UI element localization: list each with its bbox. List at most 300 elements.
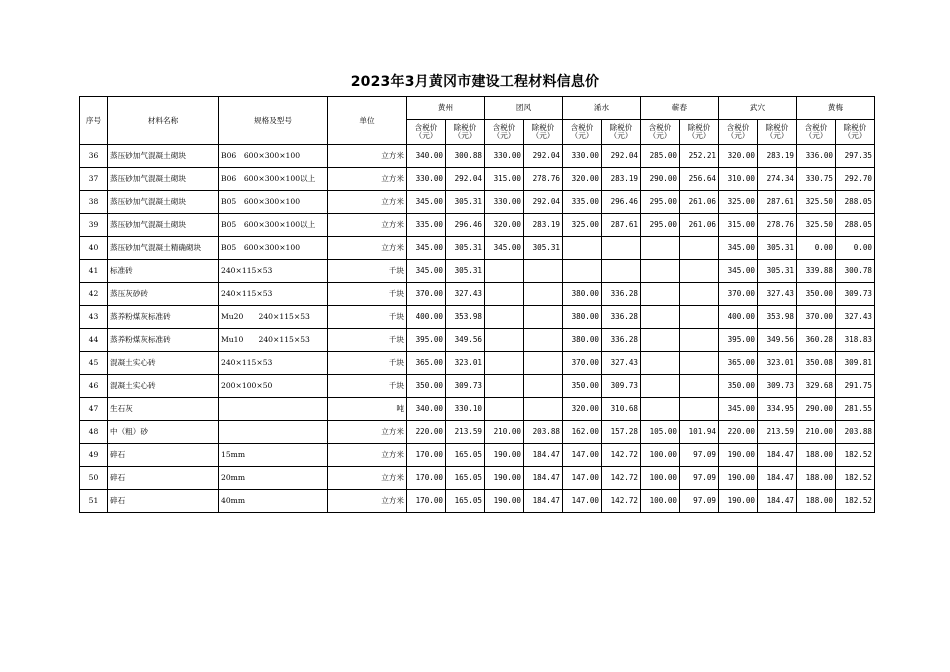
row-material-name: 碎石 [108,490,219,513]
row-unit: 吨 [328,398,407,421]
row-price: 335.00 [407,214,446,237]
row-price: 190.00 [485,490,524,513]
row-price: 157.28 [602,421,641,444]
row-price: 295.00 [641,214,680,237]
header-price-price_excl [602,120,641,145]
row-price: 365.00 [407,352,446,375]
row-price: 370.00 [407,283,446,306]
row-price: 97.09 [680,490,719,513]
row-unit: 立方米 [328,237,407,260]
row-spec [219,421,328,444]
row-price: 184.47 [758,490,797,513]
row-unit: 千块 [328,260,407,283]
row-seq: 46 [80,375,108,398]
row-material-name: 混凝土实心砖 [108,375,219,398]
header-price-unit: （元） [609,131,633,140]
table-row [80,490,875,513]
header-price-label: 含税价 [492,123,516,133]
row-price: 147.00 [563,444,602,467]
row-price: 340.00 [407,398,446,421]
header-spec: 规格及型号 [219,97,328,145]
row-price: 170.00 [407,490,446,513]
row-price: 292.04 [446,168,485,191]
row-unit: 千块 [328,283,407,306]
row-price: 320.00 [485,214,524,237]
row-price: 305.31 [446,191,485,214]
row-price: 203.88 [524,421,563,444]
row-price: 292.04 [602,145,641,168]
header-price-label: 除税价 [453,123,477,133]
row-price: 287.61 [758,191,797,214]
row-price: 325.50 [797,191,836,214]
header-price-price_excl [446,120,485,145]
row-price: 220.00 [407,421,446,444]
page-title: 2023年3月黄冈市建设工程材料信息价 [350,74,600,90]
row-seq: 48 [80,421,108,444]
header-price-price_incl [719,120,758,145]
row-price: 336.28 [602,283,641,306]
row-price [641,352,680,375]
table-row [80,214,875,237]
row-spec: 240×115×53 [219,352,328,375]
row-price: 182.52 [836,444,875,467]
header-region: 蕲春 [641,97,719,120]
row-price [680,329,719,352]
row-price [680,283,719,306]
row-seq: 41 [80,260,108,283]
row-seq: 45 [80,352,108,375]
header-price-label: 含税价 [648,123,672,133]
row-price: 142.72 [602,467,641,490]
table-row [80,398,875,421]
row-spec: B05 600×300×100 [219,237,328,260]
table-row [80,237,875,260]
row-price: 305.31 [446,237,485,260]
row-price: 334.95 [758,398,797,421]
row-seq: 51 [80,490,108,513]
row-spec: 200×100×50 [219,375,328,398]
row-price: 350.08 [797,352,836,375]
row-seq: 39 [80,214,108,237]
row-price: 188.00 [797,467,836,490]
header-price-price_incl [641,120,680,145]
row-seq: 42 [80,283,108,306]
header-price-label: 含税价 [804,123,828,133]
row-price: 309.73 [446,375,485,398]
header-price-unit: （元） [414,131,438,140]
row-price: 188.00 [797,490,836,513]
row-unit: 立方米 [328,444,407,467]
row-price: 330.00 [563,145,602,168]
row-price: 360.28 [797,329,836,352]
row-price: 400.00 [407,306,446,329]
row-material-name: 蒸压砂加气混凝土砌块 [108,191,219,214]
row-price: 291.75 [836,375,875,398]
row-material-name: 蒸养粉煤灰标准砖 [108,329,219,352]
row-price: 349.56 [758,329,797,352]
row-price: 395.00 [407,329,446,352]
row-price: 292.04 [524,145,563,168]
row-price: 100.00 [641,467,680,490]
row-price: 395.00 [719,329,758,352]
row-price: 285.00 [641,145,680,168]
row-price: 345.00 [485,237,524,260]
row-price: 325.00 [563,214,602,237]
row-price [485,352,524,375]
row-price: 252.21 [680,145,719,168]
table-row [80,191,875,214]
row-price: 320.00 [563,168,602,191]
row-price: 287.61 [602,214,641,237]
row-material-name: 中（粗）砂 [108,421,219,444]
row-price [524,398,563,421]
row-price: 281.55 [836,398,875,421]
row-price: 350.00 [563,375,602,398]
row-price: 327.43 [758,283,797,306]
row-price: 345.00 [407,237,446,260]
row-price: 345.00 [719,237,758,260]
row-price: 315.00 [719,214,758,237]
row-price: 345.00 [407,260,446,283]
row-spec: B05 600×300×100 [219,191,328,214]
row-price: 292.70 [836,168,875,191]
row-price: 290.00 [797,398,836,421]
row-price: 213.59 [758,421,797,444]
row-seq: 40 [80,237,108,260]
row-price [524,306,563,329]
row-price: 309.73 [758,375,797,398]
header-unit: 单位 [328,97,407,145]
row-price: 325.00 [719,191,758,214]
row-price: 290.00 [641,168,680,191]
row-material-name: 蒸压灰砂砖 [108,283,219,306]
header-region: 武穴 [719,97,797,120]
row-unit: 千块 [328,306,407,329]
row-price: 100.00 [641,444,680,467]
row-price: 330.75 [797,168,836,191]
row-spec: 240×115×53 [219,260,328,283]
header-price-unit: （元） [765,131,789,140]
row-seq: 44 [80,329,108,352]
row-price: 184.47 [758,444,797,467]
row-price: 165.05 [446,490,485,513]
row-price: 203.88 [836,421,875,444]
row-price: 339.88 [797,260,836,283]
row-price: 142.72 [602,490,641,513]
row-price: 256.64 [680,168,719,191]
row-price: 188.00 [797,444,836,467]
row-price: 261.06 [680,191,719,214]
row-price: 288.05 [836,214,875,237]
row-price: 330.10 [446,398,485,421]
row-price: 340.00 [407,145,446,168]
row-price: 182.52 [836,490,875,513]
header-region: 团风 [485,97,563,120]
header-region: 黄梅 [797,97,875,120]
row-price [524,283,563,306]
row-price: 309.73 [602,375,641,398]
row-price: 327.43 [836,306,875,329]
row-price: 380.00 [563,329,602,352]
row-price: 350.00 [407,375,446,398]
header-price-price_incl [485,120,524,145]
row-spec: Mu10 240×115×53 [219,329,328,352]
row-unit: 千块 [328,329,407,352]
row-price: 190.00 [485,444,524,467]
row-spec [219,398,328,421]
row-price: 220.00 [719,421,758,444]
table-row [80,283,875,306]
row-price: 97.09 [680,444,719,467]
row-material-name: 碎石 [108,467,219,490]
row-material-name: 碎石 [108,444,219,467]
row-material-name: 混凝土实心砖 [108,352,219,375]
price-table [79,96,875,513]
table-row [80,467,875,490]
row-price [680,237,719,260]
row-material-name: 蒸养粉煤灰标准砖 [108,306,219,329]
row-price: 184.47 [524,467,563,490]
row-price [485,398,524,421]
header-price-label: 除税价 [765,123,789,133]
header-price-price_excl [680,120,719,145]
row-price [485,375,524,398]
row-price: 336.28 [602,306,641,329]
row-spec: B06 600×300×100 [219,145,328,168]
row-seq: 49 [80,444,108,467]
row-price [563,260,602,283]
row-price: 370.00 [719,283,758,306]
row-price: 210.00 [485,421,524,444]
header-price-label: 除税价 [609,123,633,133]
row-spec: 40mm [219,490,328,513]
row-price [641,398,680,421]
row-price [680,398,719,421]
table-row [80,329,875,352]
row-seq: 36 [80,145,108,168]
header-price-price_incl [797,120,836,145]
row-price [680,375,719,398]
header-seq: 序号 [80,97,108,145]
header-price-price_excl [524,120,563,145]
row-price: 300.78 [836,260,875,283]
row-material-name: 标准砖 [108,260,219,283]
row-price: 330.00 [485,145,524,168]
row-price: 283.19 [602,168,641,191]
row-price: 170.00 [407,467,446,490]
row-price [641,306,680,329]
row-price [524,329,563,352]
row-price: 370.00 [563,352,602,375]
row-price: 261.06 [680,214,719,237]
row-price [602,237,641,260]
row-price: 147.00 [563,490,602,513]
row-price: 0.00 [836,237,875,260]
row-unit: 立方米 [328,490,407,513]
row-price [485,306,524,329]
header-price-label: 含税价 [414,123,438,133]
row-price: 278.76 [524,168,563,191]
header-price-price_incl [407,120,446,145]
row-unit: 立方米 [328,168,407,191]
row-seq: 47 [80,398,108,421]
row-price: 330.00 [407,168,446,191]
row-material-name: 蒸压砂加气混凝土砌块 [108,214,219,237]
row-material-name: 蒸压砂加气混凝土砌块 [108,145,219,168]
header-price-price_excl [758,120,797,145]
row-price: 190.00 [485,467,524,490]
row-price [485,260,524,283]
row-material-name: 蒸压砂加气混凝土精确砌块 [108,237,219,260]
row-price: 283.19 [524,214,563,237]
row-price: 309.81 [836,352,875,375]
row-price: 165.05 [446,467,485,490]
row-seq: 38 [80,191,108,214]
row-price: 336.28 [602,329,641,352]
header-price-unit: （元） [648,131,672,140]
header-price-unit: （元） [570,131,594,140]
row-price: 349.56 [446,329,485,352]
row-price: 0.00 [797,237,836,260]
row-price: 184.47 [758,467,797,490]
row-price: 210.00 [797,421,836,444]
row-price: 170.00 [407,444,446,467]
row-price: 370.00 [797,306,836,329]
row-price: 315.00 [485,168,524,191]
row-price: 309.73 [836,283,875,306]
row-price: 296.46 [602,191,641,214]
header-price-unit: （元） [726,131,750,140]
row-price [641,260,680,283]
header-price-unit: （元） [453,131,477,140]
row-price: 380.00 [563,306,602,329]
row-price: 305.31 [446,260,485,283]
row-price: 345.00 [407,191,446,214]
row-price: 365.00 [719,352,758,375]
row-price [680,260,719,283]
row-material-name: 生石灰 [108,398,219,421]
row-price: 318.83 [836,329,875,352]
row-price: 350.00 [797,283,836,306]
row-price: 190.00 [719,467,758,490]
row-price: 147.00 [563,467,602,490]
row-price: 142.72 [602,444,641,467]
row-price [602,260,641,283]
table-row [80,375,875,398]
row-price: 105.00 [641,421,680,444]
row-price [641,283,680,306]
header-price-label: 除税价 [531,123,555,133]
row-price: 310.68 [602,398,641,421]
row-price [485,329,524,352]
row-price: 400.00 [719,306,758,329]
header-price-unit: （元） [804,131,828,140]
row-seq: 43 [80,306,108,329]
row-unit: 立方米 [328,191,407,214]
row-price: 283.19 [758,145,797,168]
table-row [80,168,875,191]
row-price: 184.47 [524,490,563,513]
header-price-unit: （元） [687,131,711,140]
row-price [524,352,563,375]
header-price-unit: （元） [531,131,555,140]
row-price [563,237,602,260]
header-price-unit: （元） [843,131,867,140]
row-price: 278.76 [758,214,797,237]
row-spec: 20mm [219,467,328,490]
row-unit: 立方米 [328,214,407,237]
row-price: 320.00 [563,398,602,421]
row-price: 182.52 [836,467,875,490]
row-price: 323.01 [446,352,485,375]
row-spec: Mu20 240×115×53 [219,306,328,329]
row-price [641,375,680,398]
row-price: 162.00 [563,421,602,444]
row-seq: 50 [80,467,108,490]
row-price: 327.43 [446,283,485,306]
row-price: 213.59 [446,421,485,444]
header-price-price_incl [563,120,602,145]
row-price [641,237,680,260]
row-price [524,260,563,283]
header-price-price_excl [836,120,875,145]
row-price: 184.47 [524,444,563,467]
row-unit: 立方米 [328,145,407,168]
row-price: 292.04 [524,191,563,214]
row-price: 305.31 [758,237,797,260]
table-row [80,306,875,329]
row-price: 305.31 [758,260,797,283]
row-price: 305.31 [524,237,563,260]
row-spec: B06 600×300×100以上 [219,168,328,191]
row-price: 345.00 [719,398,758,421]
row-price: 350.00 [719,375,758,398]
row-price: 345.00 [719,260,758,283]
header-price-label: 除税价 [687,123,711,133]
row-unit: 千块 [328,352,407,375]
row-price: 353.98 [446,306,485,329]
row-price [485,283,524,306]
row-price: 310.00 [719,168,758,191]
row-unit: 立方米 [328,421,407,444]
row-seq: 37 [80,168,108,191]
row-price: 300.88 [446,145,485,168]
row-price [641,329,680,352]
row-price [680,352,719,375]
header-price-label: 含税价 [570,123,594,133]
row-price: 97.09 [680,467,719,490]
row-price: 190.00 [719,444,758,467]
row-price [524,375,563,398]
row-price: 336.00 [797,145,836,168]
header-price-label: 含税价 [726,123,750,133]
row-spec: 240×115×53 [219,283,328,306]
table-row [80,444,875,467]
row-price: 353.98 [758,306,797,329]
row-price [680,306,719,329]
row-price: 329.68 [797,375,836,398]
row-unit: 千块 [328,375,407,398]
row-price: 100.00 [641,490,680,513]
row-price: 327.43 [602,352,641,375]
header-price-label: 除税价 [843,123,867,133]
row-price: 288.05 [836,191,875,214]
row-price: 330.00 [485,191,524,214]
table-row [80,145,875,168]
row-unit: 立方米 [328,467,407,490]
row-price: 323.01 [758,352,797,375]
header-name: 材料名称 [108,97,219,145]
